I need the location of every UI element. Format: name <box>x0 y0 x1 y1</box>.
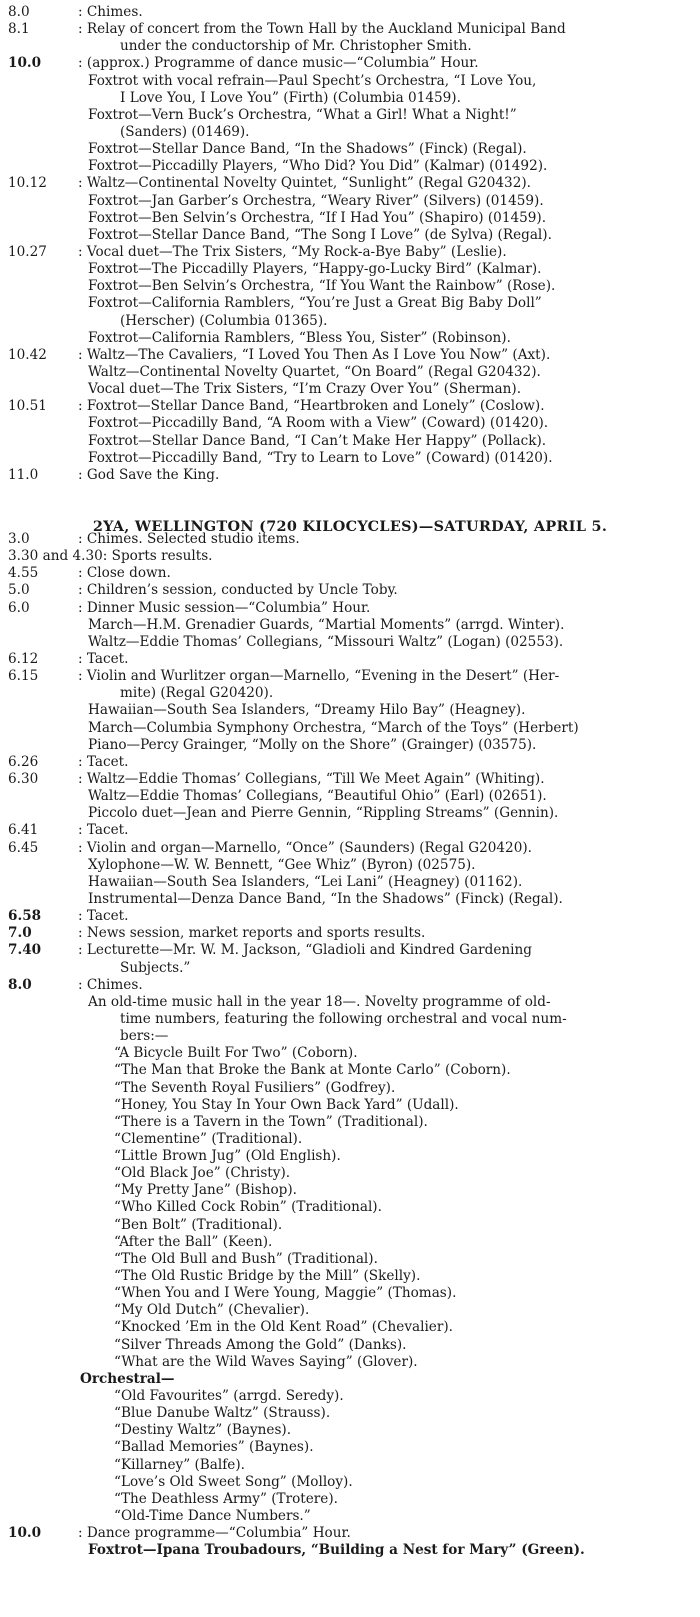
programme-line <box>8 124 692 141</box>
programme-line <box>8 1354 692 1371</box>
programme-text: “Old-Time Dance Numbers.” <box>114 1508 311 1525</box>
time-label: 10.51 <box>8 398 47 415</box>
programme-line <box>8 467 692 484</box>
programme-text: : Sports results. <box>102 548 213 565</box>
time-label: 10.0 <box>8 55 42 72</box>
programme-text: “Killarney” (Balfe). <box>114 1456 245 1473</box>
time-label: 6.58 <box>8 908 42 925</box>
programme-line <box>8 1422 692 1439</box>
programme-text: “Blue Danube Waltz” (Strauss). <box>114 1405 331 1422</box>
programme-text: “My Pretty Jane” (Bishop). <box>114 1182 297 1199</box>
time-label: 6.41 <box>8 822 39 839</box>
programme-text: Foxtrot—Ipana Troubadours, “Building a Nest for Mary” (Green). <box>88 1542 585 1559</box>
programme-text: March—H.M. Grenadier Guards, “Martial Moments” (arrgd. Winter). <box>88 616 565 633</box>
time-label: 6.26 <box>8 753 39 770</box>
time-label: 10.12 <box>8 175 47 192</box>
station-heading: 2YA, WELLINGTON (720 KILOCYCLES)—SATURDAY, APRIL 5. <box>92 518 608 535</box>
programme-line <box>8 381 692 398</box>
programme-text: : Violin and organ—Marnello, “Once” (Saunders) (Regal G20420). <box>78 839 532 856</box>
programme-line <box>8 942 692 959</box>
programme-text: Foxtrot—Jan Garber’s Orchestra, “Weary River” (Silvers) (01459). <box>88 192 544 209</box>
programme-text: Foxtrot—California Ramblers, “Bless You, Sister” (Robinson). <box>88 329 511 346</box>
programme-line <box>8 1491 692 1508</box>
programme-line <box>8 1405 692 1422</box>
programme-line <box>8 840 692 857</box>
programme-text: Waltz—Continental Novelty Quartet, “On Board” (Regal G20432). <box>88 363 541 380</box>
programme-line <box>8 1251 692 1268</box>
programme-text: “Love’s Old Sweet Song” (Molloy). <box>114 1473 353 1490</box>
programme-text: : Foxtrot—Stellar Dance Band, “Heartbroken and Lonely” (Coslow). <box>78 398 545 415</box>
programme-line <box>8 1234 692 1251</box>
programme-text: Waltz—Eddie Thomas’ Collegians, “Missouri Waltz” (Logan) (02553). <box>88 633 564 650</box>
programme-text: : God Save the King. <box>78 466 220 483</box>
programme-text: under the conductorship of Mr. Christopher Smith. <box>120 38 472 55</box>
programme-text: “When You and I Were Young, Maggie” (Thomas). <box>114 1285 457 1302</box>
programme-text: “The Seventh Royal Fusiliers” (Godfrey). <box>114 1079 396 1096</box>
programme-line <box>8 1268 692 1285</box>
time-label: 5.0 <box>8 582 30 599</box>
programme-text: “The Deathless Army” (Trotere). <box>114 1490 338 1507</box>
programme-text: : Relay of concert from the Town Hall by the Auckland Municipal Band <box>78 21 566 38</box>
programme-text: time numbers, featuring the following orchestral and vocal num- <box>120 1010 567 1027</box>
programme-text: Foxtrot—Ben Selvin’s Orchestra, “If You Want the Rainbow” (Rose). <box>88 278 556 295</box>
time-label: 6.0 <box>8 599 30 616</box>
programme-line <box>8 175 692 192</box>
programme-line <box>8 55 692 72</box>
programme-text: “The Old Bull and Bush” (Traditional). <box>114 1250 378 1267</box>
programme-line <box>8 330 692 347</box>
programme-line <box>8 668 692 685</box>
programme-line <box>8 227 692 244</box>
programme-text: : Close down. <box>78 565 171 582</box>
time-label: 6.30 <box>8 770 39 787</box>
programme-line <box>8 398 692 415</box>
programme-text: Foxtrot—Stellar Dance Band, “I Can’t Make Her Happy” (Pollack). <box>88 432 547 449</box>
programme-text: (Sanders) (01469). <box>120 123 250 140</box>
programme-text: “The Man that Broke the Bank at Monte Carlo” (Coborn). <box>114 1062 511 1079</box>
programme-text: Foxtrot—Vern Buck’s Orchestra, “What a Girl! What a Night!” <box>88 106 517 123</box>
programme-text: “Clementine” (Traditional). <box>114 1130 303 1147</box>
time-label: 7.40 <box>8 942 42 959</box>
programme-line <box>8 433 692 450</box>
programme-line <box>8 1097 692 1114</box>
programme-text: I Love You, I Love You” (Firth) (Columbia 01459). <box>120 89 461 106</box>
programme-text: “Little Brown Jug” (Old English). <box>114 1148 341 1165</box>
programme-line <box>8 600 692 617</box>
time-label: 4.55 <box>8 565 39 582</box>
programme-line <box>8 822 692 839</box>
programme-line <box>8 565 692 582</box>
programme-line <box>8 364 692 381</box>
programme-line <box>8 158 692 175</box>
programme-text: Vocal duet—The Trix Sisters, “I’m Crazy Over You” (Sherman). <box>88 381 522 398</box>
programme-line <box>8 994 692 1011</box>
programme-text: Piano—Percy Grainger, “Molly on the Shore” (Grainger) (03575). <box>88 736 537 753</box>
programme-line <box>8 634 692 651</box>
programme-text: : Waltz—Continental Novelty Quintet, “Sunlight” (Regal G20432). <box>78 175 531 192</box>
programme-line <box>8 1148 692 1165</box>
programme-text: : (approx.) Programme of dance music—“Columbia” Hour. <box>78 55 479 72</box>
programme-line <box>8 313 692 330</box>
programme-line <box>8 278 692 295</box>
programme-text: “My Old Dutch” (Chevalier). <box>114 1302 310 1319</box>
programme-line <box>8 1371 692 1388</box>
programme-text: “Who Killed Cock Robin” (Traditional). <box>114 1199 382 1216</box>
programme-text: Hawaiian—South Sea Islanders, “Lei Lani” (Heagney) (01162). <box>88 873 523 890</box>
time-label: 10.27 <box>8 243 47 260</box>
programme-text: Foxtrot—Stellar Dance Band, “The Song I Love” (de Sylva) (Regal). <box>88 226 552 243</box>
programme-text: “There is a Tavern in the Town” (Traditional). <box>114 1113 428 1130</box>
programme-line <box>8 90 692 107</box>
programme-line <box>8 891 692 908</box>
programme-text: Xylophone—W. W. Bennett, “Gee Whiz” (Byron) (02575). <box>88 856 476 873</box>
programme-line <box>8 261 692 278</box>
programme-line <box>8 1302 692 1319</box>
programme-line <box>8 805 692 822</box>
programme-line <box>8 771 692 788</box>
programme-line <box>8 788 692 805</box>
programme-text: Orchestral— <box>80 1370 175 1387</box>
programme-text: : Violin and Wurlitzer organ—Marnello, “Evening in the Desert” (Her- <box>78 668 560 685</box>
programme-text: : Tacet. <box>78 650 129 667</box>
time-label: 10.0 <box>8 1525 42 1542</box>
wellington-programme <box>8 531 692 1559</box>
programme-text: “What are the Wild Waves Saying” (Glover). <box>114 1353 418 1370</box>
programme-text: “Old Favourites” (arrgd. Seredy). <box>114 1388 344 1405</box>
programme-line <box>8 1439 692 1456</box>
programme-line <box>8 1080 692 1097</box>
programme-line <box>8 210 692 227</box>
programme-text: : Tacet. <box>78 753 129 770</box>
programme-line <box>8 531 692 548</box>
programme-text: Piccolo duet—Jean and Pierre Gennin, “Rippling Streams” (Gennin). <box>88 805 559 822</box>
time-label: 7.0 <box>8 925 32 942</box>
programme-text: : Waltz—The Cavaliers, “I Loved You Then As I Love You Now” (Axt). <box>78 346 551 363</box>
programme-line <box>8 295 692 312</box>
programme-line <box>8 874 692 891</box>
programme-text: Instrumental—Denza Dance Band, “In the Shadows” (Finck) (Regal). <box>88 890 563 907</box>
programme-text: “A Bicycle Built For Two” (Coborn). <box>114 1045 358 1062</box>
programme-text: : Children’s session, conducted by Uncle Toby. <box>78 582 398 599</box>
programme-line <box>8 21 692 38</box>
time-label: 6.45 <box>8 839 39 856</box>
programme-line <box>8 1542 692 1559</box>
programme-line <box>8 1337 692 1354</box>
programme-text: “Ballad Memories” (Baynes). <box>114 1439 314 1456</box>
programme-line <box>8 925 692 942</box>
programme-line <box>8 960 692 977</box>
programme-line <box>8 582 692 599</box>
auckland-programme <box>8 4 692 484</box>
time-label: 6.15 <box>8 668 39 685</box>
programme-text: Waltz—Eddie Thomas’ Collegians, “Beautiful Ohio” (Earl) (02651). <box>88 788 547 805</box>
programme-text: mite) (Regal G20420). <box>120 685 274 702</box>
programme-text: An old-time music hall in the year 18—. Novelty programme of old- <box>88 993 551 1010</box>
programme-text: : Dinner Music session—“Columbia” Hour. <box>78 599 371 616</box>
programme-line <box>8 754 692 771</box>
programme-line <box>8 1165 692 1182</box>
programme-line <box>8 1508 692 1525</box>
programme-text: “Destiny Waltz” (Baynes). <box>114 1422 292 1439</box>
programme-text: Subjects.” <box>120 959 191 976</box>
programme-line <box>8 73 692 90</box>
programme-line <box>8 1217 692 1234</box>
programme-line <box>8 1319 692 1336</box>
programme-text: bers:— <box>120 1028 169 1045</box>
programme-text: “Knocked ’Em in the Old Kent Road” (Chevalier). <box>114 1319 453 1336</box>
programme-line <box>8 1062 692 1079</box>
programme-text: : Lecturette—Mr. W. M. Jackson, “Gladioli and Kindred Gardening <box>78 942 532 959</box>
programme-line <box>8 617 692 634</box>
programme-line <box>8 1474 692 1491</box>
programme-text: “Honey, You Stay In Your Own Back Yard” (Udall). <box>114 1096 459 1113</box>
programme-text: “The Old Rustic Bridge by the Mill” (Skelly). <box>114 1268 421 1285</box>
time-label: 11.0 <box>8 466 39 483</box>
programme-text: “After the Ball” (Keen). <box>114 1233 273 1250</box>
programme-line <box>8 107 692 124</box>
programme-line <box>8 651 692 668</box>
programme-text: Foxtrot—The Piccadilly Players, “Happy-go-Lucky Bird” (Kalmar). <box>88 261 542 278</box>
programme-line <box>8 685 692 702</box>
programme-line <box>8 1182 692 1199</box>
time-label: 3.30 and 4.30 <box>8 548 103 565</box>
programme-text: : Chimes. Selected studio items. <box>78 531 300 547</box>
programme-text: Foxtrot—Piccadilly Band, “Try to Learn to Love” (Coward) (01420). <box>88 449 553 466</box>
programme-line <box>8 857 692 874</box>
programme-text: : Dance programme—“Columbia” Hour. <box>78 1525 351 1542</box>
time-label: 3.0 <box>8 531 30 547</box>
programme-line <box>8 702 692 719</box>
time-label: 8.1 <box>8 21 30 38</box>
programme-line <box>8 1457 692 1474</box>
programme-text: : Tacet. <box>78 822 129 839</box>
programme-line <box>8 1045 692 1062</box>
programme-text: : Waltz—Eddie Thomas’ Collegians, “Till We Meet Again” (Whiting). <box>78 770 545 787</box>
programme-text: Foxtrot—Ben Selvin’s Orchestra, “If I Had You” (Shapiro) (01459). <box>88 209 547 226</box>
programme-line <box>8 1525 692 1542</box>
programme-line <box>8 38 692 55</box>
time-label: 8.0 <box>8 4 30 20</box>
time-label: 6.12 <box>8 650 39 667</box>
programme-text: Hawaiian—South Sea Islanders, “Dreamy Hilo Bay” (Heagney). <box>88 702 526 719</box>
programme-text: March—Columbia Symphony Orchestra, “March of the Toys” (Herbert) <box>88 719 579 736</box>
programme-text: Foxtrot—Piccadilly Players, “Who Did? You Did” (Kalmar) (01492). <box>88 158 548 175</box>
programme-text: “Silver Threads Among the Gold” (Danks). <box>114 1336 407 1353</box>
programme-text: “Ben Bolt” (Traditional). <box>114 1216 283 1233</box>
programme-text: Foxtrot—California Ramblers, “You’re Just a Great Big Baby Doll” <box>88 295 542 312</box>
programme-line <box>8 141 692 158</box>
time-label: 8.0 <box>8 976 32 993</box>
programme-line <box>8 1011 692 1028</box>
programme-line <box>8 1131 692 1148</box>
programme-line <box>8 415 692 432</box>
programme-line <box>8 737 692 754</box>
programme-text: : Tacet. <box>78 908 129 925</box>
programme-line <box>8 1285 692 1302</box>
programme-text: : Chimes. <box>78 976 143 993</box>
programme-line <box>8 1388 692 1405</box>
programme-line <box>8 977 692 994</box>
programme-text: : Chimes. <box>78 4 143 20</box>
programme-text: “Old Black Joe” (Christy). <box>114 1165 291 1182</box>
programme-text: Foxtrot with vocal refrain—Paul Specht’s Orchestra, “I Love You, <box>88 72 537 89</box>
programme-line <box>8 720 692 737</box>
programme-text: Foxtrot—Piccadilly Band, “A Room with a View” (Coward) (01420). <box>88 415 549 432</box>
programme-line <box>8 1114 692 1131</box>
programme-line <box>8 1199 692 1216</box>
programme-line <box>8 1028 692 1045</box>
programme-line <box>8 450 692 467</box>
programme-line <box>8 193 692 210</box>
programme-line <box>8 908 692 925</box>
programme-text: (Herscher) (Columbia 01365). <box>120 312 328 329</box>
programme-line <box>8 244 692 261</box>
programme-text: : News session, market reports and sports results. <box>78 925 426 942</box>
programme-text: : Vocal duet—The Trix Sisters, “My Rock-a-Bye Baby” (Leslie). <box>78 243 507 260</box>
programme-line <box>8 347 692 364</box>
programme-text: Foxtrot—Stellar Dance Band, “In the Shadows” (Finck) (Regal). <box>88 141 527 158</box>
programme-line <box>8 548 692 565</box>
time-label: 10.42 <box>8 346 47 363</box>
programme-line <box>8 4 692 21</box>
